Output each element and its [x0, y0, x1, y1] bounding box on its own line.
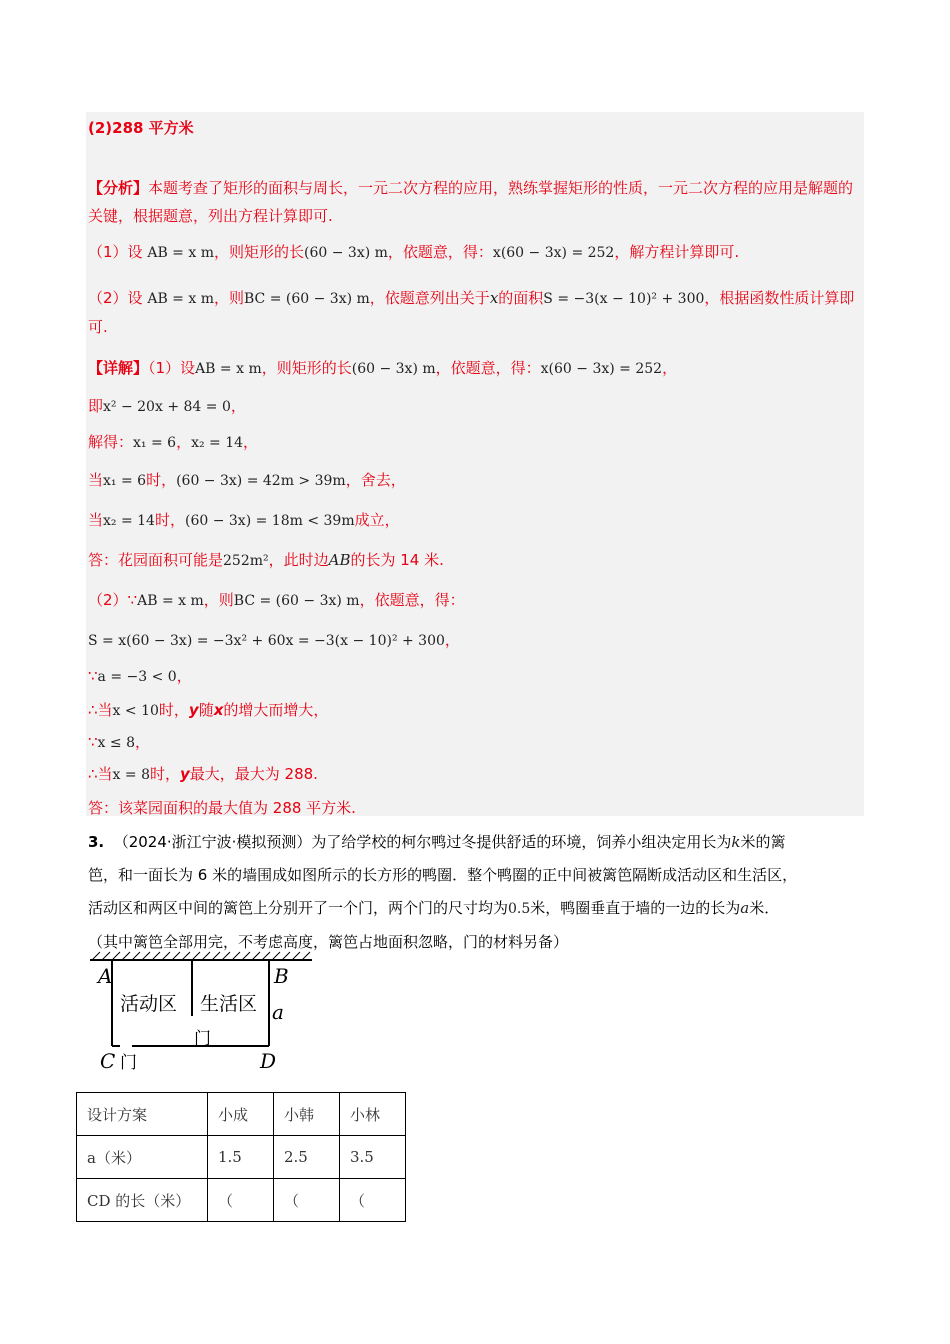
text: ，则: [203, 591, 234, 609]
zone-activity: 活动区: [120, 993, 178, 1015]
variable: k: [731, 833, 741, 851]
formula: x² − 20x + 84 = 0: [103, 399, 231, 415]
detail-step-1: [88, 358, 677, 379]
formula: S = −3(x − 10)² + 300: [543, 291, 705, 307]
formula: BC = (60 − 3x) m: [244, 291, 370, 307]
text: 的面积: [498, 289, 544, 307]
question-line-1: [88, 826, 868, 859]
variable: a: [740, 899, 750, 917]
table-header-cell: 小成: [208, 1093, 274, 1136]
question-line-2: 笆，和一面长为 6 米的墙围成如图所示的长方形的鸭圈．整个鸭圈的正中间被篱笆隔断成活动区和生活区，: [88, 866, 798, 884]
formula: AB = x m: [147, 291, 214, 307]
text: 时，: [154, 511, 185, 529]
text: ∴当: [88, 765, 113, 783]
text: 为了给学校的柯尔鸭过冬提供舒适的环境，饲养小组决定用长为: [311, 833, 732, 851]
duck-pen-figure: [86, 948, 318, 1078]
table-cell: （: [208, 1179, 274, 1222]
text: ，: [662, 359, 678, 377]
text: ，: [444, 631, 460, 649]
text: 当: [88, 511, 104, 529]
variable: y: [180, 765, 190, 783]
formula: x ≤ 8: [97, 735, 135, 751]
formula: (60 − 3x) m: [351, 361, 436, 377]
text: 时，: [158, 701, 189, 719]
formula: x₁ = 6: [133, 435, 177, 451]
detail-step-9: [88, 666, 192, 687]
text: 最大，最大为 288.: [189, 765, 318, 783]
formula: x(60 − 3x) = 252: [540, 361, 663, 377]
table-cell: CD 的长（米）: [77, 1179, 208, 1222]
label-B: B: [274, 964, 289, 988]
question-line-4: （其中篱笆全部用完，不考虑高度，篱笆占地面积忽略，门的材料另备）: [88, 933, 569, 951]
table-header-cell: 设计方案: [77, 1093, 208, 1136]
text: ，解方程计算即可.: [614, 243, 740, 261]
variable: y: [188, 701, 199, 719]
text: ，依题意，得：: [435, 359, 541, 377]
formula: AB = x m: [137, 593, 204, 609]
text: ，则矩形的长: [261, 359, 352, 377]
label-C: C: [100, 1049, 116, 1073]
text: ，依题意，得：: [359, 591, 465, 609]
formula: (60 − 3x) = 42m > 39m: [176, 473, 346, 489]
analysis-step-2: [88, 284, 860, 341]
table-row: [77, 1179, 406, 1222]
detail-step-5: [88, 510, 400, 531]
variable: x: [213, 701, 224, 719]
formula: a = −3 < 0: [97, 669, 177, 685]
question-source: （2024·浙江宁波·模拟预测）: [113, 833, 312, 851]
text: ，: [243, 433, 259, 451]
text: ，根据函数性质计算即可.: [88, 289, 855, 336]
text: 米的篱: [740, 833, 786, 851]
table-cell: 2.5: [274, 1136, 340, 1179]
text: 答：花园面积可能是: [88, 551, 224, 569]
table-cell: （: [274, 1179, 340, 1222]
table-header-cell: 小林: [340, 1093, 406, 1136]
formula: x₂ = 14: [191, 435, 244, 451]
label-D: D: [260, 1049, 277, 1073]
table-row: [77, 1093, 406, 1136]
text: 的增大而增大，: [223, 701, 329, 719]
detail-step-2: [88, 396, 246, 417]
text: 成立，: [354, 511, 400, 529]
label-A: A: [98, 964, 113, 988]
text: （2）设: [88, 289, 143, 307]
formula: 252m²: [223, 553, 269, 569]
detail-step-13: 答：该菜园面积的最大值为 288 平方米.: [88, 799, 356, 817]
formula: x₁ = 6: [103, 473, 147, 489]
text: ，则矩形的长: [213, 243, 304, 261]
text: （2）∵: [88, 591, 138, 609]
door-label-bottom: 门: [120, 1053, 137, 1073]
text: 当: [88, 471, 104, 489]
detail-step-7: [88, 590, 465, 611]
text: （1）设: [88, 243, 143, 261]
detail-step-4: [88, 470, 406, 491]
formula: AB = x m: [195, 361, 262, 377]
detail-step-3: [88, 432, 258, 453]
table-cell: （: [340, 1179, 406, 1222]
text: 时，: [146, 471, 177, 489]
analysis-step-1: [88, 242, 739, 263]
formula: AB = x m: [147, 245, 214, 261]
formula: 0.5: [508, 901, 531, 917]
part2-answer: (2)288 平方米: [88, 119, 194, 137]
analysis-tag: 【分析】: [88, 179, 149, 197]
table-header-cell: 小韩: [274, 1093, 340, 1136]
text: 解得：: [88, 433, 134, 451]
detail-tag: 【详解】: [88, 359, 149, 377]
formula: (60 − 3x) = 18m < 39m: [184, 513, 355, 529]
detail-step-6: [88, 550, 444, 571]
formula: S = x(60 − 3x) = −3x² + 60x = −3(x − 10)² + 300: [88, 633, 445, 649]
formula: x₂ = 14: [103, 513, 155, 529]
text: ，依题意列出关于: [369, 289, 490, 307]
text: 时，: [149, 765, 180, 783]
formula: x < 10: [112, 703, 159, 719]
text: 的长为 14 米.: [350, 551, 444, 569]
text: ，: [230, 397, 246, 415]
text: 活动区和两区中间的篱笆上分别开了一个门，两个门的尺寸均为: [88, 899, 509, 917]
text: （1）设: [148, 359, 196, 377]
text: ，舍去，: [345, 471, 406, 489]
text: 米，鸭圈垂直于墙的一边的长为: [530, 899, 741, 917]
table-row: [77, 1136, 406, 1179]
text: ，: [134, 733, 150, 751]
text: ，: [176, 433, 192, 451]
question-line-3: [88, 892, 868, 926]
formula: (60 − 3x) m: [304, 245, 388, 261]
table-cell: 1.5: [208, 1136, 274, 1179]
table-cell: 3.5: [340, 1136, 406, 1179]
formula: BC = (60 − 3x) m: [233, 593, 360, 609]
text: ∵: [88, 667, 98, 685]
table-cell: a（米）: [77, 1136, 208, 1179]
design-plan-table: [76, 1092, 406, 1222]
text: ，此时边: [268, 551, 329, 569]
text: ∴当: [88, 701, 113, 719]
label-a: a: [272, 1000, 284, 1024]
formula: x(60 − 3x) = 252: [492, 245, 615, 261]
zone-living: 生活区: [200, 993, 258, 1015]
text: ，则: [213, 289, 244, 307]
question-number: 3.: [88, 833, 105, 851]
formula: x = 8: [112, 767, 150, 783]
analysis-paragraph: [88, 174, 860, 230]
text: ∵: [88, 733, 98, 751]
formula: AB: [328, 551, 351, 569]
detail-step-12: [88, 764, 318, 785]
formula: x: [489, 289, 499, 307]
text: ，: [176, 667, 192, 685]
detail-step-8: [88, 630, 460, 651]
text: 米．: [749, 899, 780, 917]
text: 即: [88, 397, 104, 415]
question-3: [88, 826, 868, 959]
analysis-text: 本题考查了矩形的面积与周长，一元二次方程的应用，熟练掌握矩形的性质，一元二次方程的应用是解题的关键，根据题意，列出方程计算即可.: [88, 179, 854, 225]
detail-step-10: [88, 700, 328, 721]
text: 随: [198, 701, 214, 719]
text: ，依题意，得：: [387, 243, 493, 261]
door-label-middle: 门: [194, 1029, 211, 1049]
detail-step-11: [88, 732, 150, 753]
wall-hatching: [90, 952, 312, 960]
